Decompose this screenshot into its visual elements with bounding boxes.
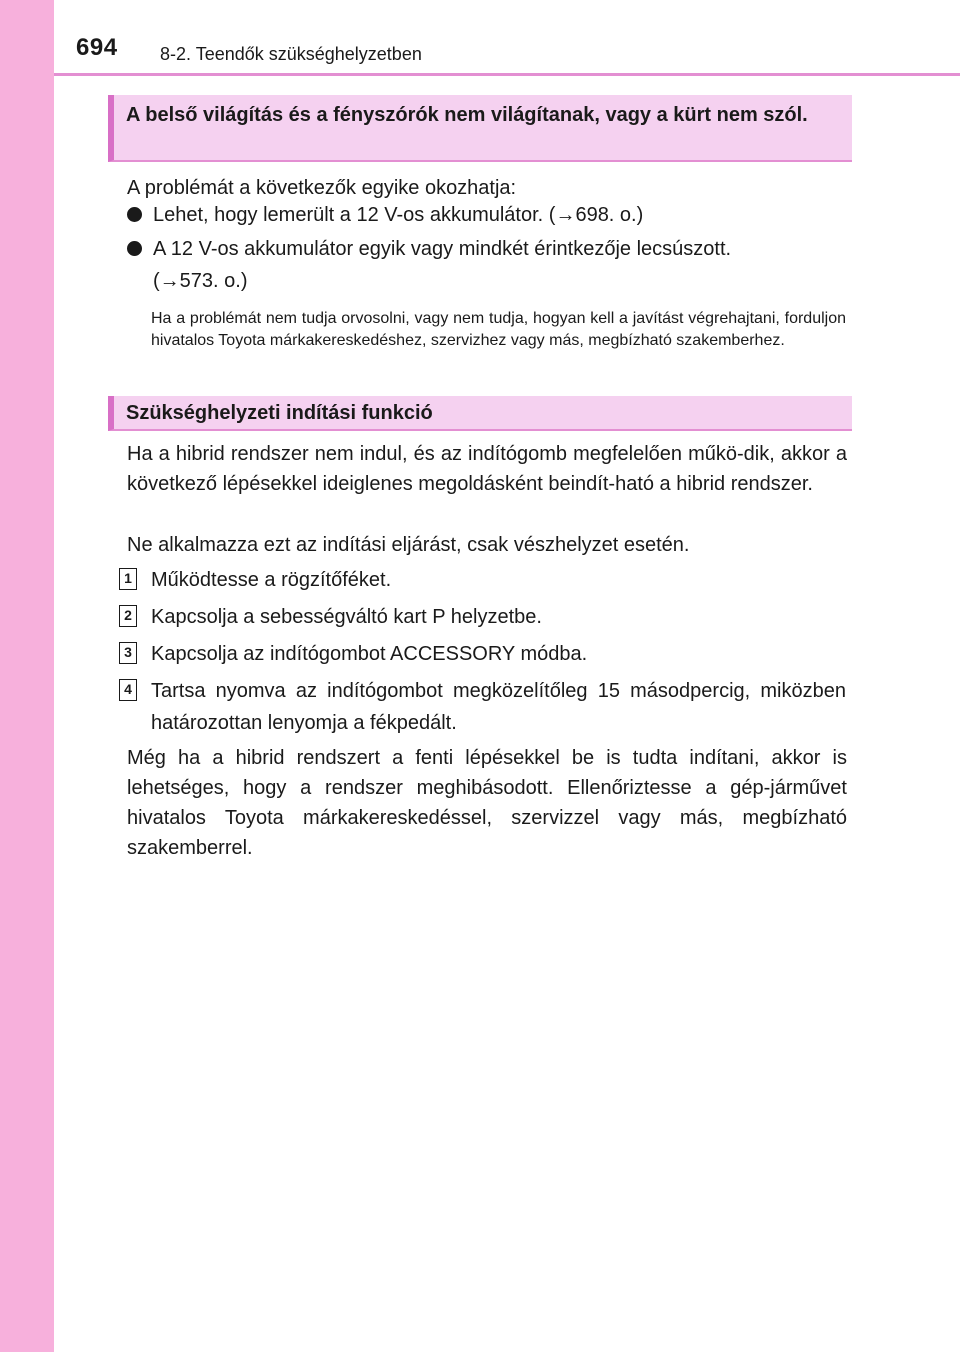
section2-intro: Ha a hibrid rendszer nem indul, és az indítógomb megfelelően műkö-dik, akkor a következő lépésekkel ideiglenes megoldásként beindít-ható a hibrid rendszer. [127,443,847,495]
bullet-item-terminals: A 12 V-os akkumulátor egyik vagy mindkét érintkezője lecsúszott. [153,238,732,260]
section1-intro: A problémát a következők egyike okozhatja: [127,177,517,199]
step-1-text: Működtesse a rögzítőféket. [151,569,392,591]
page-number: 694 [76,34,118,61]
section-heading-lights-horn: A belső világítás és a fényszórók nem világítanak, vagy a kürt nem szól. [108,95,852,162]
step-3-text: Kapcsolja az indítógombot ACCESSORY módba. [151,643,588,665]
section2-warning: Ne alkalmazza ezt az indítási eljárást, csak vészhelyzet esetén. [127,534,690,556]
section2-closing: Még ha a hibrid rendszert a fenti lépésekkel be is tudta indítani, akkor is lehetséges, hogy a rendszer meghibásodott. Ellenőriztesse a gép-járművet hivatalos Toyota márkakereskedéssel, szervizzel vagy más, megbízható szakemberrel. [127,747,847,859]
step-2-text: Kapcsolja a sebességváltó kart P helyzetbe. [151,606,542,628]
step-number-1: 1 [119,568,137,590]
bullet-item-battery: Lehet, hogy lemerült a 12 V-os akkumulátor. (→698. o.) [153,204,644,226]
step-number-2: 2 [119,605,137,627]
header-rule [54,73,960,76]
step-4-text: Tartsa nyomva az indítógombot megközelítőleg 15 másodpercig, miközben határozottan lenyomja a fékpedált. [151,680,846,734]
section1-note: Ha a problémát nem tudja orvosolni, vagy nem tudja, hogyan kell a javítást végrehajtani, forduljon hivatalos Toyota márkakereskedéshez, szervizhez vagy más, megbízható szakemberhez. [151,310,846,349]
chapter-title: 8-2. Teendők szükséghelyzetben [160,44,422,64]
section-heading-emergency-start: Szükséghelyzeti indítási funkció [108,396,852,431]
side-tab-band [0,0,54,1352]
bullet-icon [127,207,142,222]
step-number-4: 4 [119,679,137,701]
bullet-icon [127,241,142,256]
bullet-item-terminals-ref: (→573. o.) [153,270,248,292]
step-number-3: 3 [119,642,137,664]
